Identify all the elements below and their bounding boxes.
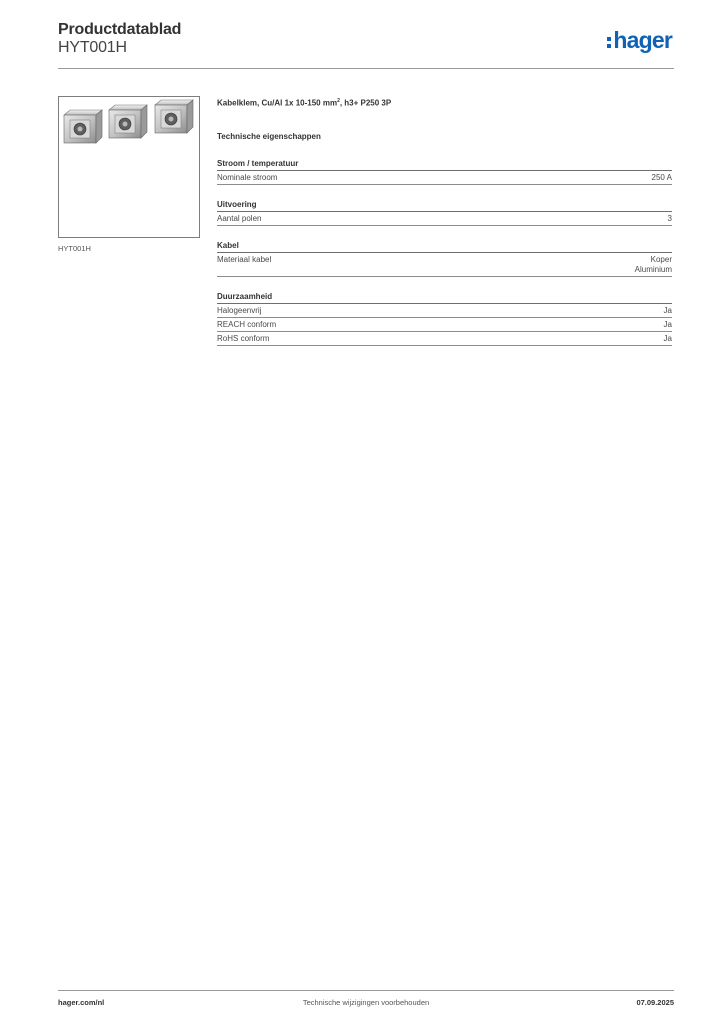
spec-label: RoHS conform — [217, 334, 270, 343]
spec-row — [217, 253, 672, 277]
logo-text: hager — [613, 26, 672, 53]
spec-value: Ja — [663, 320, 672, 329]
spec-label: Halogeenvrij — [217, 306, 262, 315]
tech-properties-heading: Technische eigenschappen — [217, 132, 321, 141]
section-uitvoering — [217, 199, 672, 226]
footer-website-link[interactable]: hager.com/nl — [58, 998, 105, 1007]
header-divider — [58, 68, 674, 69]
spec-value — [635, 255, 672, 275]
cable-clamp-illustration — [59, 97, 199, 237]
hager-logo — [607, 27, 672, 53]
section-title: Duurzaamheid — [217, 291, 672, 304]
section-kabel — [217, 240, 672, 277]
product-details — [217, 96, 672, 346]
spec-value-line-2: Aluminium — [634, 265, 672, 274]
footer-disclaimer: Technische wijzigingen voorbehouden — [302, 998, 430, 1007]
page-footer — [58, 998, 674, 1010]
product-description: Kabelklem, Cu/Al 1x 10-150 $mm^2$, h3+ P250 3P — [217, 98, 392, 108]
footer-date: 07.09.2025 — [636, 998, 674, 1007]
document-title: Productdatablad — [58, 21, 182, 38]
clamp-2 — [109, 105, 147, 138]
section-stroom-temperatuur — [217, 158, 672, 185]
footer-divider — [58, 990, 674, 991]
spec-value: 250 A — [651, 173, 672, 182]
spec-value: 3 — [667, 214, 672, 223]
section-title: Uitvoering — [217, 199, 672, 212]
spec-value: Ja — [663, 306, 672, 315]
page-header — [58, 21, 674, 69]
spec-label: Nominale stroom — [217, 173, 278, 182]
spec-row — [217, 212, 672, 226]
spec-value: Ja — [663, 334, 672, 343]
clamp-1 — [64, 110, 102, 143]
logo-colon-mark — [607, 37, 611, 48]
spec-label: Aantal polen — [217, 214, 262, 223]
clamp-3 — [155, 100, 193, 133]
spec-row — [217, 318, 672, 332]
spec-label: REACH conform — [217, 320, 277, 329]
spec-value-line-1: Koper — [650, 255, 672, 264]
spec-row — [217, 332, 672, 346]
spec-label: Materiaal kabel — [217, 255, 272, 264]
spec-row — [217, 304, 672, 318]
image-caption: HYT001H — [58, 244, 91, 253]
section-title: Stroom / temperatuur — [217, 158, 672, 171]
product-code: HYT001H — [58, 39, 127, 56]
product-image — [58, 96, 200, 238]
spec-row — [217, 171, 672, 185]
section-title: Kabel — [217, 240, 672, 253]
section-duurzaamheid — [217, 291, 672, 346]
